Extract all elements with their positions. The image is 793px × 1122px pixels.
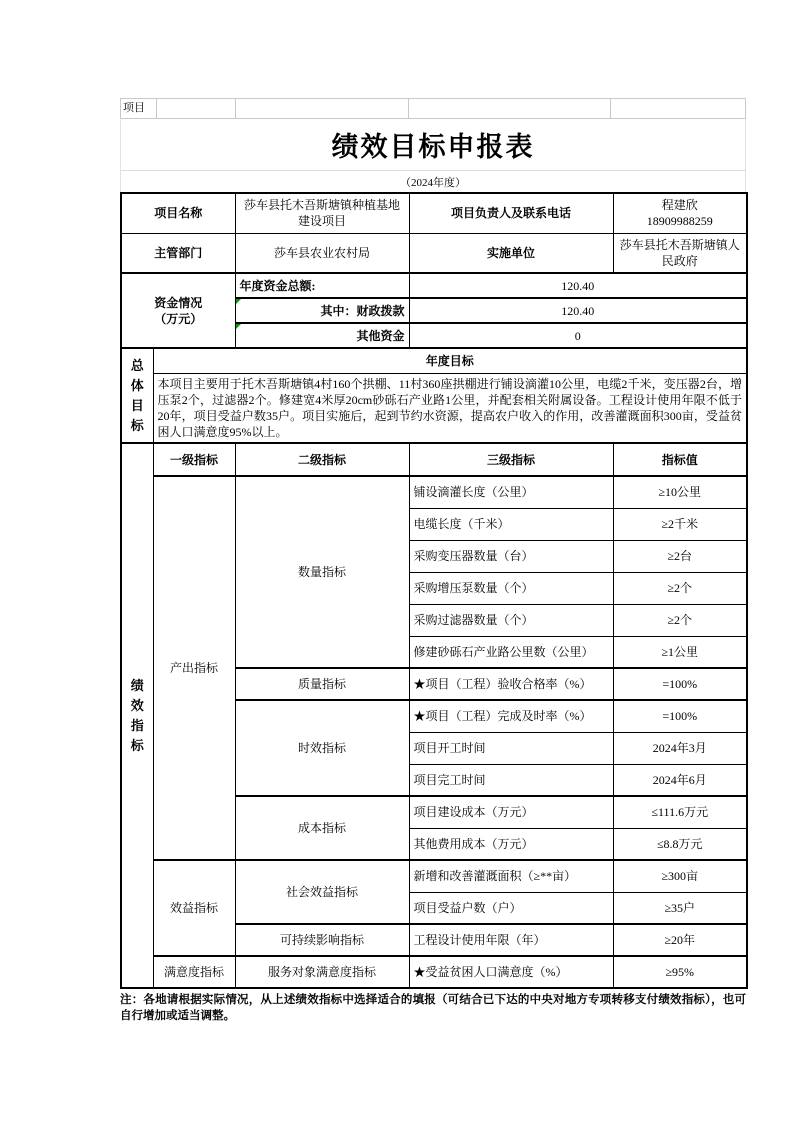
level2-quantity: 数量指标 [235, 476, 409, 668]
indicator-name: 项目开工时间 [409, 732, 613, 764]
annual-goal-header: 年度目标 [153, 348, 747, 373]
indicator-value: ≥35户 [613, 892, 747, 924]
indicator-name: 修建砂砾石产业路公里数（公里） [409, 636, 613, 668]
level2-quality: 质量指标 [235, 668, 409, 700]
annual-goal-text: 本项目主要用于托木吾斯塘镇4村160个拱棚、11村360座拱棚进行铺设滴灌10公里，电缆2千米，变压器2台，增压泵2个，过滤器2个。修建宽4米厚20cm砂砾石产业路1公里，并配套相关附属设备。工程设计使用年限不低于20年，项目受益户数35户。项目实施后，起到节约水资源，提高农户收入的作用，改善灌溉面积300亩，受益贫困人口满意度95%以上。 [153, 373, 747, 443]
level1-satisfaction: 满意度指标 [153, 956, 235, 988]
empty-grid-cell [157, 99, 236, 118]
indicator-value: ≥20年 [613, 924, 747, 956]
header-level2: 二级指标 [235, 443, 409, 476]
comment-indicator-icon [236, 324, 241, 329]
header-level3: 三级指标 [409, 443, 613, 476]
indicator-name: 工程设计使用年限（年） [409, 924, 613, 956]
manager-phone: 18909988259 [646, 214, 713, 229]
manager-value [613, 193, 747, 233]
funding-section-label [121, 273, 235, 348]
implementer-value: 莎车县托木吾斯塘镇人民政府 [613, 233, 747, 273]
funding-other-label: 其他资金 [235, 323, 409, 348]
implementer-label: 实施单位 [409, 233, 613, 273]
indicator-name: 采购增压泵数量（个） [409, 572, 613, 604]
subtitle-band [120, 170, 746, 192]
page-title: 绩效目标申报表 [331, 132, 535, 162]
indicator-value: ≥300亩 [613, 860, 747, 892]
indicator-value: ≥2台 [613, 540, 747, 572]
indicator-name: 采购变压器数量（台） [409, 540, 613, 572]
performance-section-label: 绩效指标 [121, 443, 153, 988]
gridline-row [120, 98, 746, 118]
overall-goal-section-label: 总体目标 [121, 348, 153, 443]
funding-fiscal-label: 其中：财政拨款 [235, 298, 409, 323]
indicator-name: 项目建设成本（万元） [409, 796, 613, 828]
indicator-name: 其他费用成本（万元） [409, 828, 613, 860]
indicator-value: ≤111.6万元 [613, 796, 747, 828]
empty-grid-cell [236, 99, 409, 118]
funding-label-line1: 资金情况 [154, 295, 203, 310]
indicator-value: ≥95% [613, 956, 747, 988]
indicator-name: 项目受益户数（户） [409, 892, 613, 924]
title-band [120, 118, 746, 170]
department-label: 主管部门 [121, 233, 235, 273]
project-name-value: 莎车县托木吾斯塘镇种植基地建设项目 [235, 193, 409, 233]
level1-benefit: 效益指标 [153, 860, 235, 956]
form-table [120, 192, 748, 989]
level2-cost: 成本指标 [235, 796, 409, 860]
corner-cell: 项目 [121, 99, 157, 118]
indicator-value: =100% [613, 700, 747, 732]
manager-label: 项目负责人及联系电话 [409, 193, 613, 233]
indicator-value: 2024年3月 [613, 732, 747, 764]
form-sheet [120, 98, 746, 1024]
empty-grid-cell [409, 99, 611, 118]
indicator-name: 电缆长度（千米） [409, 508, 613, 540]
footnote: 注：各地请根据实际情况，从上述绩效指标中选择适合的填报（可结合已下达的中央对地方专项转移支付绩效指标），也可自行增加或适当调整。 [120, 994, 746, 1022]
header-value: 指标值 [613, 443, 747, 476]
level2-timeliness: 时效指标 [235, 700, 409, 796]
indicator-name: 新增和改善灌溉面积（≥**亩） [409, 860, 613, 892]
indicator-name: ★受益贫困人口满意度（%） [409, 956, 613, 988]
indicator-name: 铺设滴灌长度（公里） [409, 476, 613, 508]
indicator-value: ≥2个 [613, 572, 747, 604]
level2-social-benefit: 社会效益指标 [235, 860, 409, 924]
indicator-value: ≥2千米 [613, 508, 747, 540]
project-name-label: 项目名称 [121, 193, 235, 233]
funding-total-value: 120.40 [409, 273, 747, 298]
funding-label-line2: （万元） [154, 311, 203, 326]
page-subtitle: （2024年度） [400, 176, 466, 189]
department-value: 莎车县农业农村局 [235, 233, 409, 273]
level2-sustainability: 可持续影响指标 [235, 924, 409, 956]
comment-indicator-icon [236, 299, 241, 304]
funding-other-value: 0 [409, 323, 747, 348]
header-level1: 一级指标 [153, 443, 235, 476]
empty-grid-cell [611, 99, 745, 118]
indicator-value: ≥1公里 [613, 636, 747, 668]
funding-total-label: 年度资金总额: [235, 273, 409, 298]
indicator-name: 采购过滤器数量（个） [409, 604, 613, 636]
indicator-name: 项目完工时间 [409, 764, 613, 796]
indicator-name: ★项目（工程）完成及时率（%） [409, 700, 613, 732]
indicator-value: ≥10公里 [613, 476, 747, 508]
indicator-name: ★项目（工程）验收合格率（%） [409, 668, 613, 700]
indicator-value: ≥2个 [613, 604, 747, 636]
manager-name: 程建欣 [661, 198, 698, 213]
indicator-value: 2024年6月 [613, 764, 747, 796]
level2-service-satisfaction: 服务对象满意度指标 [235, 956, 409, 988]
funding-fiscal-value: 120.40 [409, 298, 747, 323]
indicator-value: ≤8.8万元 [613, 828, 747, 860]
indicator-value: =100% [613, 668, 747, 700]
level1-output: 产出指标 [153, 476, 235, 860]
